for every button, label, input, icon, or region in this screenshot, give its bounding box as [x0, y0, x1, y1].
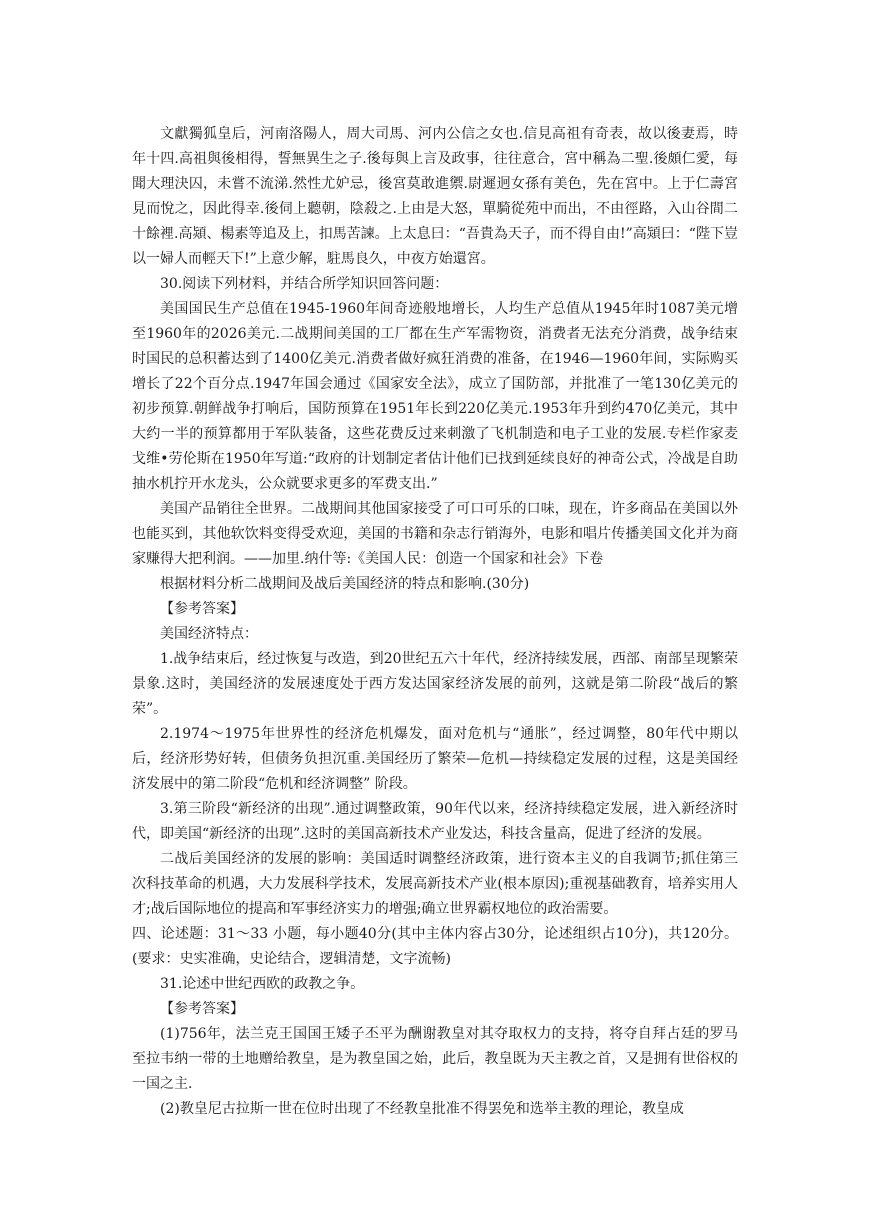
document-body [132, 122, 738, 1122]
answer-subheading-features: 美国经济特点： [160, 626, 258, 642]
answer-heading-30: 【参考答案】 [160, 601, 244, 617]
answer-impact: 二战后美国经济的发展的影响：美国适时调整经济政策，进行资本主义的自我调节;抓住第三次科技革命的机遇，大力发展科学技术，发展高新技术产业(根本原因);重视基础教育，培养实用人才;战后国际地位的提高和军事经济实力的增强;确立世界霸权地位的政治需要。 [132, 851, 738, 917]
answer-point-3: 3.第三阶段“新经济的出现”.通过调整政策，90年代以来，经济持续稳定发展，进入新经济时代，即美国“新经济的出现”.这时的美国高新技术产业发达，科技含量高，促进了经济的发展。 [132, 801, 738, 842]
answer-31-point-1: (1)756年，法兰克王国国王矮子丕平为酬谢教皇对其夺取权力的支持，将夺自拜占廷的罗马至拉韦纳一带的土地赠给教皇，是为教皇国之始，此后，教皇既为天主教之首，又是拥有世俗权的一国之主. [132, 1026, 738, 1092]
material-us-products: 美国产品销往全世界。二战期间其他国家接受了可口可乐的口味，现在，许多商品在美国以外也能买到，其他软饮料变得受欢迎，美国的书籍和杂志行销海外，电影和唱片传播美国文化并为商家赚得大把利润。——加里.纳什等:《美国人民：创造一个国家和社会》下卷 [132, 501, 738, 567]
answer-31-point-2: (2)教皇尼古拉斯一世在位时出现了不经教皇批准不得罢免和选举主教的理论，教皇成 [160, 1101, 684, 1117]
passage-dugu-empress: 文獻獨狐皇后，河南洛陽人，周大司馬、河内公信之女也.信見高祖有奇表，故以後妻焉，時年十四.高祖與後相得，誓無異生之子.後每與上言及政事，往往意合，宮中稱為二聖.後頗仁愛，每聞大理決囚，未嘗不流涕.然性尤妒忌，後宮莫敢進禦.尉遲迥女孫有美色，先在宮中。上于仁壽宮見而悅之，因此得幸.後伺上聽朝，陰殺之.上由是大怒，單騎從苑中而出，不由徑路，入山谷間二十餘裡.高熲、楊素等追及上，扣馬苦諫。上太息曰：“吾貴為天子，而不得自由!”高熲曰：“陛下豈以一婦人而輕天下!”上意少解，駐馬良久，中夜方始還宮。 [132, 126, 738, 267]
answer-point-2: 2.1974～1975年世界性的经济危机爆发，面对危机与“通胀”，经过调整，80年代中期以后，经济形势好转，但债务负担沉重.美国经历了繁荣—危机—持续稳定发展的过程，这是美国经济发展中的第二阶段“危机和经济调整” 阶段。 [132, 726, 738, 792]
question-30-task: 根据材料分析二战期间及战后美国经济的特点和影响.(30分) [160, 576, 530, 592]
section-four-heading: 四、论述题：31～33 小题，每小题40分(其中主体内容占30分，论述组织占10分)，共120分。(要求：史实准确，史论结合，逻辑清楚，文字流畅) [132, 926, 738, 967]
answer-point-1: 1.战争结束后，经过恢复与改造，到20世纪五六十年代，经济持续发展，西部、南部呈现繁荣景象.这时，美国经济的发展速度处于西方发达国家经济发展的前列，这就是第二阶段“战后的繁荣”。 [132, 651, 738, 717]
question-30-prompt: 30.阅读下列材料，并结合所学知识回答问题： [160, 276, 449, 292]
material-us-gnp: 美国国民生产总值在1945-1960年间奇迹般地增长，人均生产总值从1945年时1087美元增至1960年的2026美元.二战期间美国的工厂都在生产军需物资，消费者无法充分消费，战争结束时国民的总积蓄达到了1400亿美元.消费者做好疯狂消费的准备，在1946—1960年间，实际购买增长了22个百分点.1947年国会通过《国家安全法》，成立了国防部，并批准了一笔130亿美元的初步预算.朝鲜战争打响后，国防预算在1951年长到220亿美元.1953年升到约470亿美元，其中大约一半的预算都用于军队装备，这些花费反过来刺激了飞机制造和电子工业的发展.专栏作家麦戈维•劳伦斯在1950年写道:“政府的计划制定者估计他们已找到延续良好的神奇公式，冷战是自助抽水机拧开水龙头，公众就要求更多的军费支出.” [132, 301, 738, 492]
answer-heading-31: 【参考答案】 [160, 1001, 244, 1017]
question-31-prompt: 31.论述中世纪西欧的政教之争。 [160, 976, 365, 992]
